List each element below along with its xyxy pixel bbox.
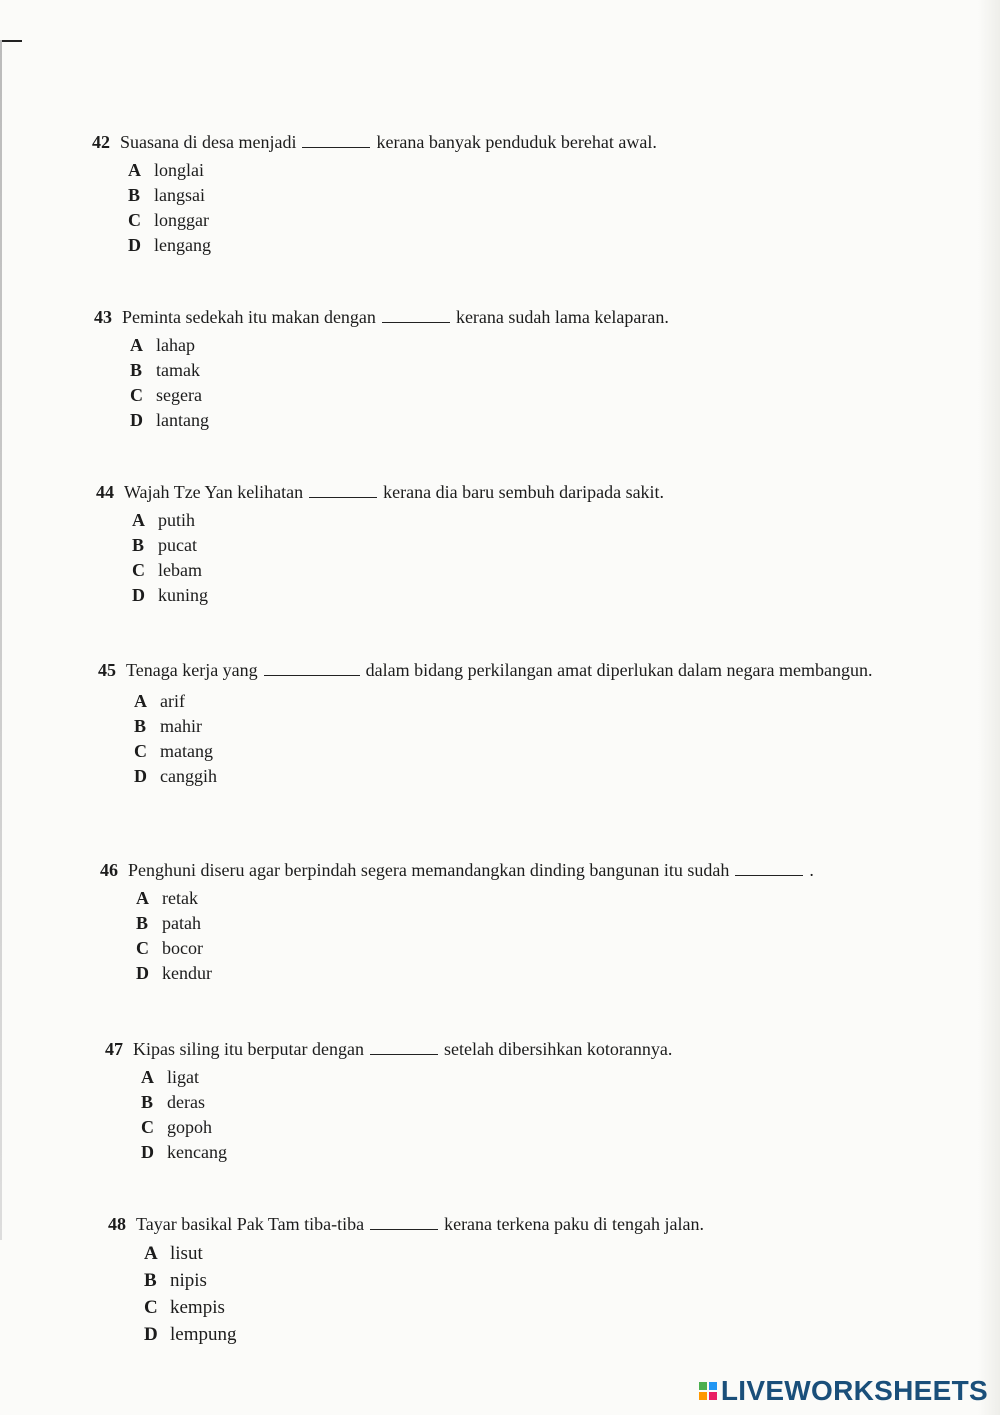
option-a[interactable] [141,1065,672,1090]
option-letter: C [128,210,141,230]
option-text: putih [158,510,196,530]
option-a[interactable] [130,333,669,358]
option-text: nipis [170,1270,207,1291]
option-letter: A [132,510,145,530]
question-44 [96,480,664,608]
option-b[interactable] [134,714,906,739]
question-number: 47 [105,1039,123,1059]
option-text: canggih [160,766,217,786]
options-list [136,886,814,986]
option-b[interactable] [136,911,814,936]
options-list [134,689,906,789]
option-b[interactable] [141,1090,672,1115]
options-list [128,158,657,258]
question-number: 48 [108,1214,126,1234]
option-letter: D [128,235,141,255]
option-text: longlai [154,160,204,180]
question-number: 42 [92,132,110,152]
option-a[interactable] [144,1240,704,1267]
option-text: retak [162,888,198,908]
option-c[interactable] [128,208,657,233]
option-d[interactable] [132,583,664,608]
option-text: longgar [154,210,209,230]
question-45 [98,655,906,789]
option-text: lantang [156,410,209,430]
question-stem [100,858,814,882]
option-text: bocor [162,938,203,958]
option-b[interactable] [128,183,657,208]
question-number: 46 [100,860,118,880]
option-letter: D [141,1142,154,1162]
option-letter: A [136,888,149,908]
option-c[interactable] [132,558,664,583]
answer-blank[interactable] [735,863,803,876]
options-list [132,508,664,608]
option-text: segera [156,385,202,405]
stem-text-before: Suasana di desa menjadi [120,132,297,152]
liveworksheets-logo-icon [699,1382,717,1400]
question-stem [94,305,669,329]
question-stem [96,480,664,504]
watermark-text: LIVEWORKSHEETS [720,1375,988,1406]
option-text: arif [160,691,185,711]
stem-text-before: Wajah Tze Yan kelihatan [124,482,304,502]
option-letter: B [128,185,141,205]
option-text: lahap [156,335,195,355]
option-text: mahir [160,716,202,736]
option-letter: C [136,938,149,958]
option-d[interactable] [128,233,657,258]
scan-right-edge [978,0,1000,1415]
stem-text-after: kerana sudah lama kelaparan. [455,307,669,327]
stem-text-before: Penghuni diseru agar berpindah segera memandangkan dinding bangunan itu sudah [128,860,730,880]
option-text: lebam [158,560,202,580]
answer-blank[interactable] [309,485,377,498]
option-text: lempung [170,1324,237,1345]
option-a[interactable] [134,689,906,714]
question-43 [94,305,669,433]
option-letter: A [141,1067,154,1087]
option-text: lengang [154,235,211,255]
option-letter: B [132,535,145,555]
option-letter: D [132,585,145,605]
question-stem [105,1037,672,1061]
option-d[interactable] [141,1140,672,1165]
answer-blank[interactable] [382,310,450,323]
stem-text-after: setelah dibersihkan kotorannya. [443,1039,673,1059]
option-letter: C [144,1297,158,1318]
option-letter: C [130,385,143,405]
liveworksheets-watermark [699,1375,988,1407]
option-text: kencang [167,1142,227,1162]
question-stem [92,130,657,154]
stem-text-after: kerana terkena paku di tengah jalan. [444,1214,704,1234]
stem-text-after: dalam bidang perkilangan amat diperlukan dalam negara membangun. [365,660,873,680]
option-text: pucat [158,535,197,555]
question-number: 43 [94,307,112,327]
question-stem [108,1212,704,1236]
option-d[interactable] [144,1321,704,1348]
options-list [130,333,669,433]
stem-text-after: kerana dia baru sembuh daripada sakit. [383,482,665,502]
option-letter: D [130,410,143,430]
option-b[interactable] [132,533,664,558]
answer-blank[interactable] [302,135,370,148]
option-letter: D [134,766,147,786]
option-d[interactable] [136,961,814,986]
options-list [144,1240,704,1348]
option-letter: B [134,716,147,736]
option-text: patah [162,913,201,933]
option-a[interactable] [132,508,664,533]
stem-text-before: Tenaga kerja yang [126,660,258,680]
option-d[interactable] [134,764,906,789]
option-letter: A [134,691,147,711]
option-letter: B [144,1270,157,1291]
option-letter: D [144,1324,158,1345]
option-text: tamak [156,360,200,380]
option-letter: A [128,160,141,180]
option-text: ligat [167,1067,199,1087]
question-47 [105,1037,672,1165]
option-d[interactable] [130,408,669,433]
question-46 [100,858,814,986]
stem-text-before: Kipas siling itu berputar dengan [133,1039,364,1059]
answer-blank[interactable] [370,1042,438,1055]
option-a[interactable] [128,158,657,183]
option-letter: B [136,913,149,933]
option-letter: C [132,560,145,580]
option-text: lisut [170,1243,203,1264]
stem-text-after: . [809,860,814,880]
option-letter: A [130,335,143,355]
scan-edge-mark [0,40,22,42]
option-letter: C [134,741,147,761]
scan-left-edge [0,40,2,1240]
option-c[interactable] [141,1115,672,1140]
option-c[interactable] [130,383,669,408]
option-text: gopoh [167,1117,212,1137]
option-text: deras [167,1092,205,1112]
stem-text-after: kerana banyak penduduk berehat awal. [376,132,657,152]
option-letter: D [136,963,149,983]
option-c[interactable] [134,739,906,764]
options-list [141,1065,672,1165]
option-text: kendur [162,963,212,983]
question-48 [108,1212,704,1348]
option-b[interactable] [144,1267,704,1294]
option-c[interactable] [144,1294,704,1321]
option-c[interactable] [136,936,814,961]
answer-blank[interactable] [264,663,360,676]
option-text: matang [160,741,213,761]
question-stem [98,655,906,685]
option-letter: A [144,1243,158,1264]
question-number: 45 [98,660,116,680]
option-a[interactable] [136,886,814,911]
option-b[interactable] [130,358,669,383]
stem-text-before: Peminta sedekah itu makan dengan [122,307,376,327]
stem-text-before: Tayar basikal Pak Tam tiba-tiba [136,1214,365,1234]
option-text: kuning [158,585,209,605]
question-number: 44 [96,482,114,502]
option-text: kempis [170,1297,225,1318]
question-42 [92,130,657,258]
option-letter: B [141,1092,154,1112]
answer-blank[interactable] [370,1217,438,1230]
option-letter: B [130,360,143,380]
option-text: langsai [154,185,205,205]
option-letter: C [141,1117,154,1137]
